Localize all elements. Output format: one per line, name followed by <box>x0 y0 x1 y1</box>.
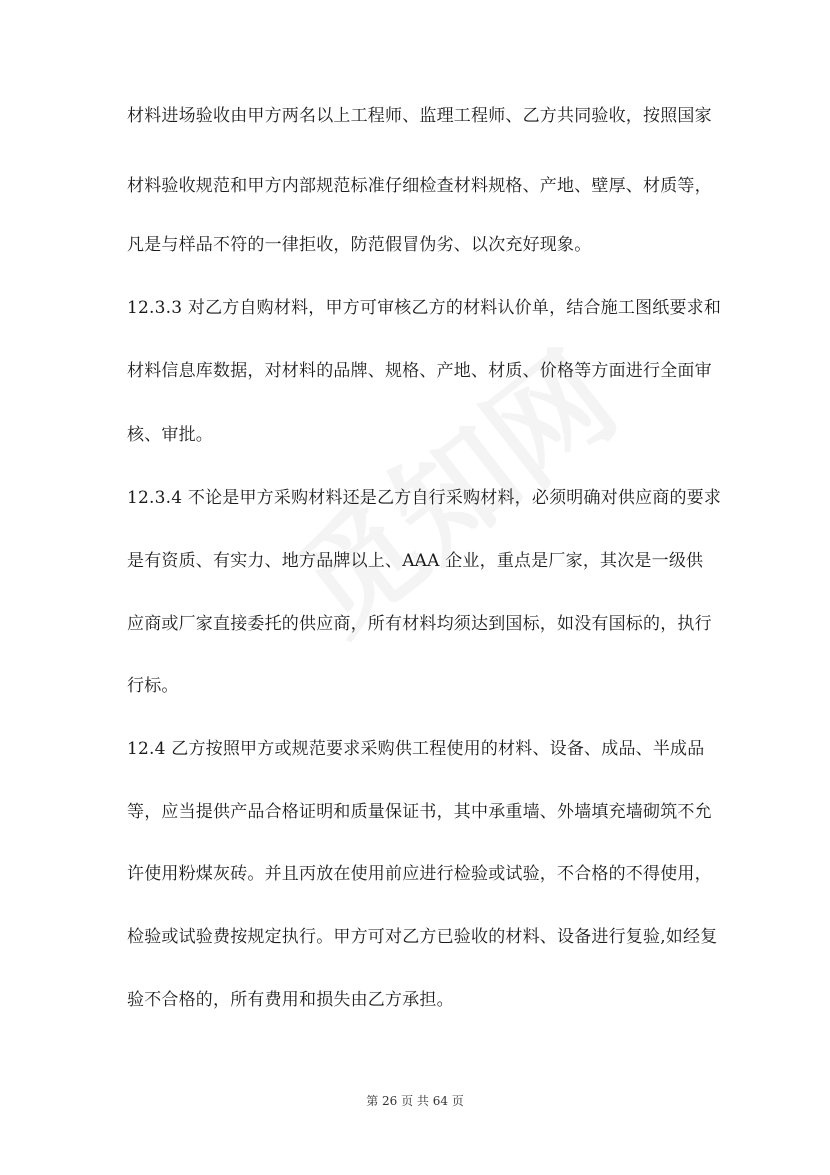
text-line: 应商或厂家直接委托的供应商，所有材料均须达到国标，如没有国标的，执行 <box>127 614 712 634</box>
text-line: 行标。 <box>127 676 179 696</box>
text-line: 12.4 乙方按照甲方或规范要求采购供工程使用的材料、设备、成品、半成品 <box>127 739 705 759</box>
text-line: 12.3.4 不论是甲方采购材料还是乙方自行采购材料，必须明确对供应商的要求 <box>127 488 722 508</box>
text-line: 核、审批。 <box>127 425 213 445</box>
text-line: 12.3.3 对乙方自购材料，甲方可审核乙方的材料认价单，结合施工图纸要求和 <box>127 298 722 318</box>
text-line: 材料信息库数据，对材料的品牌、规格、产地、材质、价格等方面进行全面审 <box>127 361 712 381</box>
page-number-footer: 第 26 页 共 64 页 <box>366 1094 464 1108</box>
text-line: 许使用粉煤灰砖。并且丙放在使用前应进行检验或试验，不合格的不得使用， <box>127 864 712 884</box>
text-line: 材料进场验收由甲方两名以上工程师、监理工程师、乙方共同验收，按照国家 <box>127 106 712 126</box>
text-line: 验不合格的，所有费用和损失由乙方承担。 <box>127 990 454 1010</box>
text-line: 检验或试验费按规定执行。甲方可对乙方已验收的材料、设备进行复验,如经复 <box>127 927 718 947</box>
text-line: 凡是与样品不符的一律拒收，防范假冒伪劣、以次充好现象。 <box>127 235 592 255</box>
text-line: 是有资质、有实力、地方品牌以上、AAA 企业，重点是厂家，其次是一级供 <box>127 551 704 571</box>
text-line: 等，应当提供产品合格证明和质量保证书，其中承重墙、外墙填充墙砌筑不允 <box>127 802 712 822</box>
text-line: 材料验收规范和甲方内部规范标准仔细检查材料规格、产地、壁厚、材质等， <box>127 176 712 196</box>
